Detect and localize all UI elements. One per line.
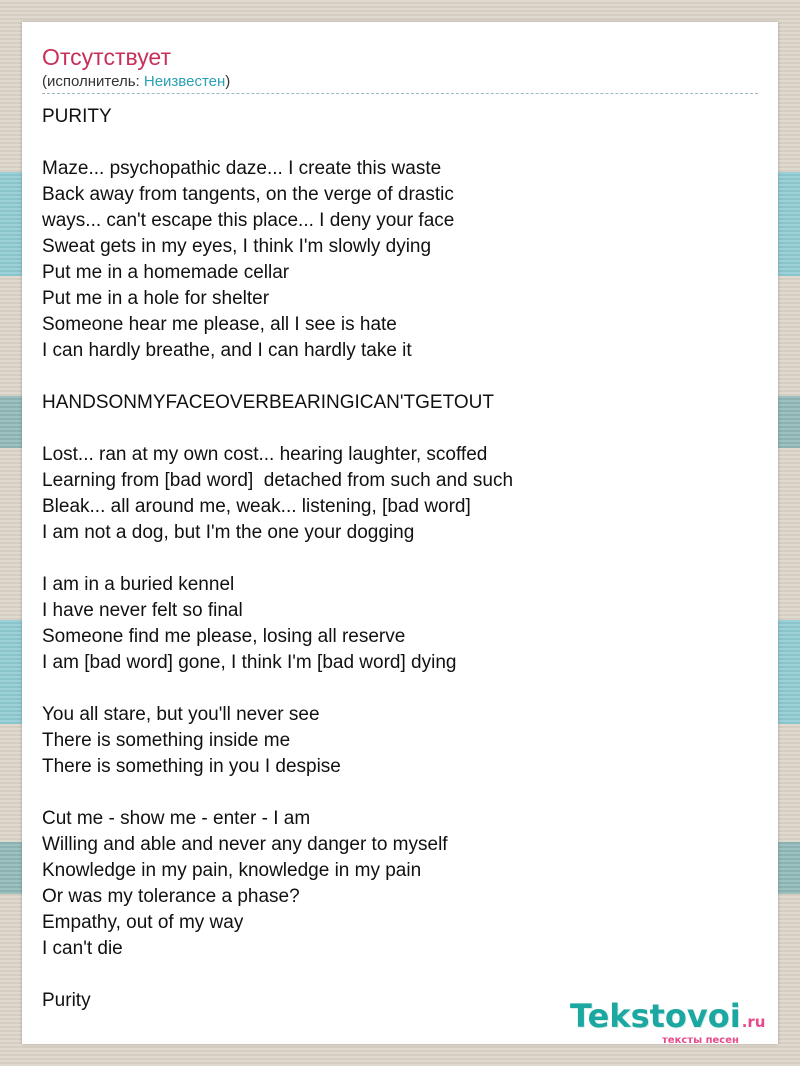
lyric-line: Or was my tolerance a phase? xyxy=(42,886,300,907)
lyric-line: I can't die xyxy=(42,938,123,959)
lyric-line: Knowledge in my pain, knowledge in my pain xyxy=(42,860,422,881)
site-logo[interactable] xyxy=(570,997,766,1046)
title-divider xyxy=(42,93,758,94)
lyric-line: Learning from [bad word] detached from such and such xyxy=(42,470,514,491)
blank-line xyxy=(42,962,762,988)
lyric-line: Purity xyxy=(42,990,91,1011)
lyric-line: I have never felt so final xyxy=(42,600,243,621)
lyric-line: PURITY xyxy=(42,106,112,127)
logo-tagline: тексты песен xyxy=(662,1035,739,1046)
song-title: Отсутствует xyxy=(42,44,171,70)
lyric-line: Put me in a homemade cellar xyxy=(42,262,290,283)
lyric-line: There is something inside me xyxy=(42,730,291,751)
lyric-line: Empathy, out of my way xyxy=(42,912,244,933)
lyric-line: Willing and able and never any danger to myself xyxy=(42,834,448,855)
lyric-line: Someone hear me please, all I see is hate xyxy=(42,314,397,335)
blank-line xyxy=(42,546,762,572)
lyric-line: There is something in you I despise xyxy=(42,756,341,777)
lyric-line: Someone find me please, losing all reserve xyxy=(42,626,406,647)
lyric-line: I am in a buried kennel xyxy=(42,574,235,595)
lyrics-page xyxy=(22,22,778,1044)
artist-prefix: (исполнитель: xyxy=(42,73,144,90)
lyric-line: I can hardly breathe, and I can hardly take it xyxy=(42,340,412,361)
blank-line xyxy=(42,130,762,156)
logo-tld: .ru xyxy=(741,1013,766,1031)
artist-suffix: ) xyxy=(225,73,231,90)
lyric-line: You all stare, but you'll never see xyxy=(42,704,320,725)
blank-line xyxy=(42,676,762,702)
artist-link[interactable]: Неизвестен xyxy=(143,73,226,90)
lyric-line: Bleak... all around me, weak... listening, [bad word] xyxy=(42,496,471,517)
lyric-line: ways... can't escape this place... I deny your face xyxy=(42,210,455,231)
blank-line xyxy=(42,780,762,806)
lyrics-text xyxy=(42,104,762,1014)
lyric-line: Maze... psychopathic daze... I create this waste xyxy=(42,158,442,179)
blank-line xyxy=(42,364,762,390)
artist-line xyxy=(42,73,230,90)
lyric-line: I am [bad word] gone, I think I'm [bad word] dying xyxy=(42,652,457,673)
lyric-line: Back away from tangents, on the verge of drastic xyxy=(42,184,454,205)
lyric-line: I am not a dog, but I'm the one your dogging xyxy=(42,522,415,543)
logo-wordmark: Tekstovoi xyxy=(570,997,741,1035)
lyric-line: Cut me - show me - enter - I am xyxy=(42,808,311,829)
lyric-line: HANDSONMYFACEOVERBEARINGICAN'TGETOUT xyxy=(42,392,494,413)
lyric-line: Put me in a hole for shelter xyxy=(42,288,270,309)
lyric-line: Sweat gets in my eyes, I think I'm slowly dying xyxy=(42,236,432,257)
blank-line xyxy=(42,416,762,442)
lyric-line: Lost... ran at my own cost... hearing laughter, scoffed xyxy=(42,444,488,465)
